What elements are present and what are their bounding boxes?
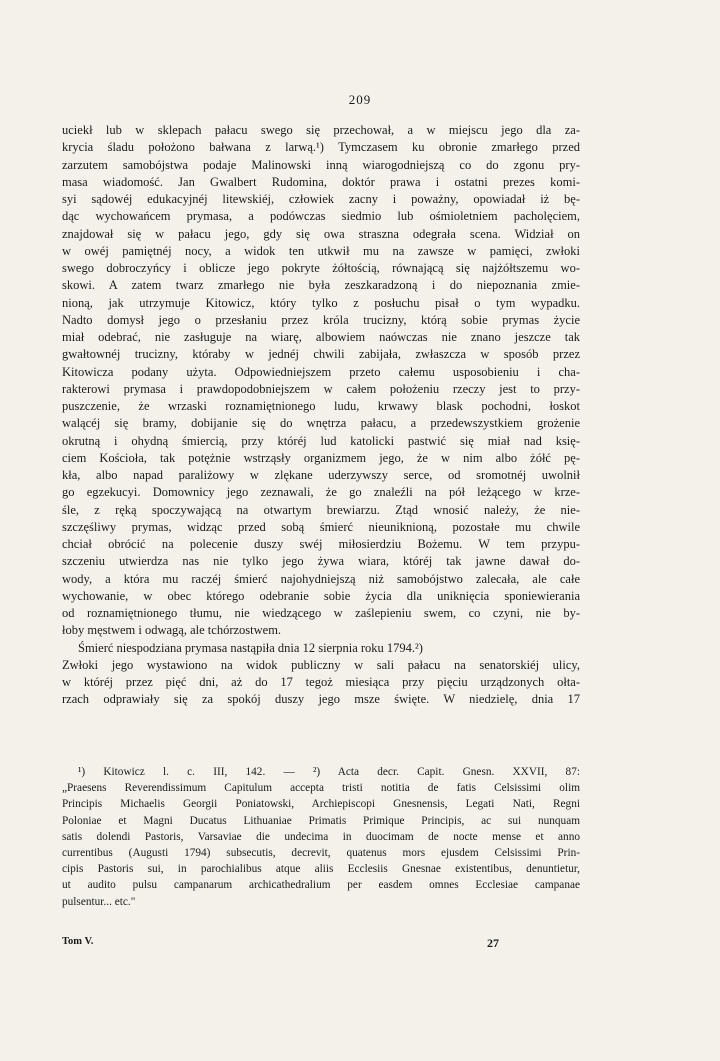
text-line: w któréj przez pięć dni, aż do 17 tegoż miesiąca przy pięciu urządzonych ołta-: [62, 675, 580, 689]
footnote-line: Poloniae et Magni Ducatus Lithuaniae Primatis Primique Principis, ac sui nunquam: [62, 814, 580, 827]
text-line: nioną, jak utrzymuje Kitowicz, który tylko z posłuchu pisał o tym wypadku.: [62, 295, 580, 310]
text-line: puszczenie, że wrzaski roznamiętnionego ludu, krwawy blask pochodni, łoskot: [62, 399, 580, 413]
text-line: szczęśliwy prymas, widząc przed sobą śmierć nieuniknioną, pozostałe mu chwile: [62, 519, 580, 534]
footnote-line: pulsentur... etc.": [62, 895, 136, 908]
main-text: [62, 122, 580, 709]
text-line: go egzekucyi. Domownicy jego zeznawali, że go znaleźli na pół leżącego w krze-: [62, 485, 580, 500]
text-line: syi sądowéj edukacyjnéj litewskiéj, człowiek zacny i poważny, opowiadał iż bę-: [62, 192, 580, 206]
text-line: znajdował się w pałacu jego, gdy się owa straszna odegrała scena. Widział on: [62, 226, 580, 241]
text-line: kła, albo napad paraliżowy w zlękane uderzywszy serce, od sromotnéj uwolnił: [62, 468, 580, 482]
text-line: rzach odprawiały się za spokój duszy jego msze święte. W niedzielę, dnia 17: [62, 692, 580, 707]
text-line: masa wiadomość. Jan Gwalbert Rudomina, doktór prawa i ostatni prezes komi-: [62, 174, 580, 189]
text-line: uciekł lub w sklepach pałacu swego się przechował, a w miejscu jego dla za-: [62, 123, 580, 137]
footnote-line: Principis Michaelis Georgii Poniatowski, Archiepiscopi Gnesnensis, Legati Nati, Regni: [62, 798, 580, 811]
text-line: walącéj się bramy, dobijanie się do wnętrza pałacu, a przedewszystkiem grożenie: [62, 416, 580, 431]
signature-mark: Tom V.: [62, 936, 94, 947]
text-line: krycia śladu położono bałwana z larwą.¹) Tymczasem ku obronie zmarłego przed: [62, 140, 580, 155]
text-line: wody, a która mu raczéj śmierć najohydniejszą niż samobójstwo zalecała, ale całe: [62, 571, 580, 586]
text-line: w owéj pamiętnéj nocy, a widok ten utkwił mu na zawsze w pamięci, zwłoki: [62, 243, 580, 258]
footnote-line: ¹) Kitowicz l. c. III, 142. — ²) Acta decr. Capit. Gnesn. XXVII, 87:: [78, 766, 580, 778]
text-line: wychowanie, w obec którego odebranie sobie życia dla uniknięcia sponiewierania: [62, 588, 580, 603]
text-line: Kitowicza podany użyta. Odpowiedniejszem przeto całemu usposobieniu i cha-: [62, 364, 580, 379]
text-line: chciał obrócić na polecenie duszy swéj miłosierdziu Bożemu. W tem przypu-: [62, 537, 580, 551]
text-line: łoby męstwem i odwagą, ale tchórzostwem.: [62, 623, 282, 638]
sheet-number: 27: [487, 936, 499, 950]
text-line: dąc wychowańcem prymasa, a podówczas siedmio lub ośmioletniem pacholęciem,: [62, 209, 580, 224]
text-line: od roznamiętnionego tłumu, nie wiedzącego w zaślepieniu swem, co czyni, nie by-: [62, 606, 580, 620]
page-number: 209: [348, 92, 372, 107]
footnote-line: ut audito pulsu campanarum archicathedralium per easdem omnes Ecclesiae campanae: [62, 879, 580, 892]
footnote-line: currentibus (Augusti 1794) subsecutis, decrevit, quatenus mors ejusdem Celsissimi Prin-: [62, 846, 580, 859]
footnote-line: „Praesens Reverendissimum Capitulum accepta tristi notitia de fatis Celsissimi olim: [62, 782, 580, 795]
footnote-line: satis dolendi Pastoris, Varsaviae die undecima in duocimam de nocte mense et anno: [62, 830, 580, 843]
text-line: rakterowi prymasa i prawdopodobniejszem w całem położeniu rzeczy jest to przy-: [62, 381, 580, 396]
text-line: Śmierć niespodziana prymasa nastąpiła dnia 12 sierpnia roku 1794.²): [78, 640, 423, 655]
footnotes: [62, 764, 580, 910]
text-line: gwałtownéj trucizny, któraby w jednéj chwili zabijała, zwłaszcza w sposób przez: [62, 347, 580, 362]
text-line: Nadto domysł jego o przesłaniu przez króla trucizny, którą sobie prymas życie: [62, 312, 580, 327]
text-line: miał odebrać, nie zasługuje na wiarę, albowiem naówczas nie znano jeszcze tak: [62, 330, 580, 344]
text-line: skowi. A zatem twarz zmarłego nie była zeszkaradzoną i do niepoznania zmie-: [62, 278, 580, 293]
text-line: okrutną i ohydną śmiercią, przy któréj lud katolicki pastwić się miał nad księ-: [62, 433, 580, 448]
text-line: ciem Kościoła, tak potężnie wstrząsły organizmem jego, że w nim albo żółć pę-: [62, 450, 580, 465]
text-line: zarzutem samobójstwa podaje Malinowski inną wiarogodniejszą co do zgonu pry-: [62, 157, 580, 172]
text-line: Zwłoki jego wystawiono na widok publiczny w sali pałacu na senatorskiéj ulicy,: [62, 657, 580, 672]
text-line: szczeniu utwierdza nas nie tylko jego żywa wiara, któréj tak jawne dawał do-: [62, 554, 580, 569]
footnote-line: cipis Pastoris sui, in parochialibus atque aliis Ecclesiis Gnesnae existentibus, denuntietur,: [62, 863, 580, 876]
text-line: swego dobroczyńcy i oblicze jego pokryte żółtością, równającą się najżółtszemu wo-: [62, 261, 580, 275]
text-line: śle, z ręką spoczywającą na otwartym brewiarzu. Ztąd wnosić należy, że nie-: [62, 502, 580, 517]
